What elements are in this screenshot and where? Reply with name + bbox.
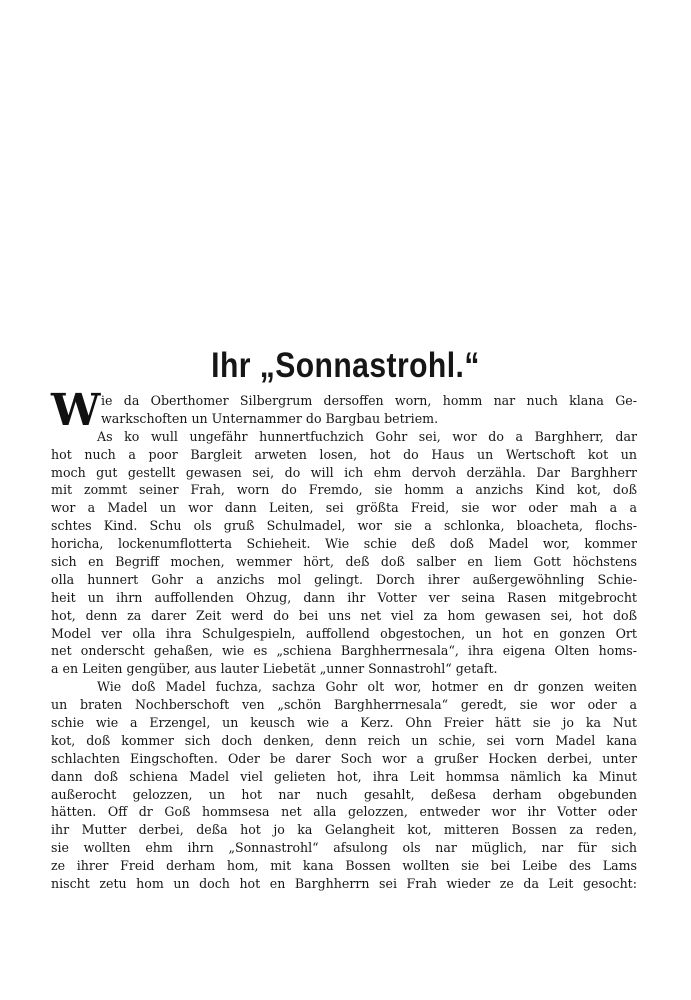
- text-line: hot nuch a poor Bargleit arweten losen, hot do Haus un Wertschoft kot un: [51, 446, 637, 462]
- text-line: außerocht gelozzen, un hot nar nuch gesahlt, deßesa derham obgebunden: [51, 786, 637, 802]
- text-line: hätten. Off dr Goß hommsesa net alla gelozzen, entweder wor ihr Votter oder: [51, 804, 637, 820]
- text-line: Wie doß Madel fuchza, sachza Gohr olt wor, hotmer en dr gonzen weiten: [97, 679, 637, 695]
- text-line: ie da Oberthomer Silbergrum dersoffen worn, homm nar nuch klana Ge-: [101, 393, 637, 408]
- text-line: ihr Mutter derbei, deßa hot jo ka Gelangheit kot, mitteren Bossen za reden,: [51, 822, 637, 838]
- paragraph-3: [51, 678, 637, 893]
- text-line: sich en Begriff mochen, wemmer hört, deß doß salber en liem Gott höchstens: [51, 554, 637, 570]
- page-title: Ihr „Sonnastrohl.“: [211, 346, 480, 385]
- text-line: nischt zetu hom un doch hot en Barghherrn sei Frah wieder ze da Leit gesocht:: [51, 876, 637, 892]
- paragraph-2: [51, 428, 637, 678]
- text-line: horicha, lockenumflotterta Schieheit. Wie schie deß doß Madel wor, kommer: [51, 536, 637, 552]
- text-line: schie wie a Erzengel, un keusch wie a Kerz. Ohn Freier hätt sie jo ka Nut: [51, 715, 637, 731]
- text-line: mit zommt seiner Frah, worn do Fremdo, sie homm a anzichs Kind kot, doß: [51, 482, 637, 498]
- text-line: dann doß schiena Madel viel gelieten hot, ihra Leit hommsa nämlich ka Minut: [51, 768, 637, 784]
- story-text: [51, 385, 637, 893]
- text-line: sie wollten ehm ihrn „Sonnastrohl“ afsulong ols nar müglich, nar für sich: [51, 840, 637, 856]
- text-line: ze ihrer Freid derham hom, mit kana Bossen wollten sie bei Leibe des Lams: [51, 858, 637, 874]
- text-line: a en Leiten gengüber, aus lauter Liebetät „unner Sonnastrohl“ getaft.: [51, 661, 498, 677]
- text-line: kot, doß kommer sich doch denken, denn reich un schie, sei vorn Madel kana: [51, 732, 637, 748]
- text-line: heit un ihrn auffollenden Ohzug, dann ihr Votter ver seina Rasen mitgebrocht: [51, 589, 637, 605]
- dropcap-initial: W: [51, 385, 101, 436]
- text-line: As ko wull ungefähr hunnertfuchzich Gohr sei, wor do a Barghherr, dar: [97, 428, 637, 444]
- text-line: moch gut gestellt gewasen sei, do will ich ehm dervoh derzähla. Dar Barghherr: [51, 464, 637, 480]
- text-line: Model ver olla ihra Schulgespieln, auffollend obgestochen, un hot en gonzen Ort: [51, 625, 637, 641]
- text-line: hot, denn za darer Zeit werd do bei uns net viel za hom gewasen sei, hot doß: [51, 607, 637, 623]
- text-line: wor a Madel un wor dann Leiten, sei größta Freid, sie wor oder mah a a: [51, 500, 637, 516]
- text-line: un braten Nochberschoft ven „schön Barghherrnesala“ geredt, sie wor oder a: [51, 697, 637, 713]
- text-line: net onderscht gehaßen, wie es „schiena Barghherrnesala“, ihra eigena Olten homs-: [51, 643, 637, 659]
- text-line: schlachten Eingschoften. Oder be darer Soch wor a grußer Hocken derbei, unter: [51, 750, 637, 766]
- text-line: olla hunnert Gohr a anzichs mol gelingt. Dorch ihrer außergewöhnling Schie-: [51, 571, 637, 587]
- text-line: schtes Kind. Schu ols gruß Schulmadel, wor sie a schlonka, bloacheta, flochs-: [51, 518, 637, 534]
- text-line: warkschoften un Unternammer do Bargbau betriem.: [101, 410, 439, 426]
